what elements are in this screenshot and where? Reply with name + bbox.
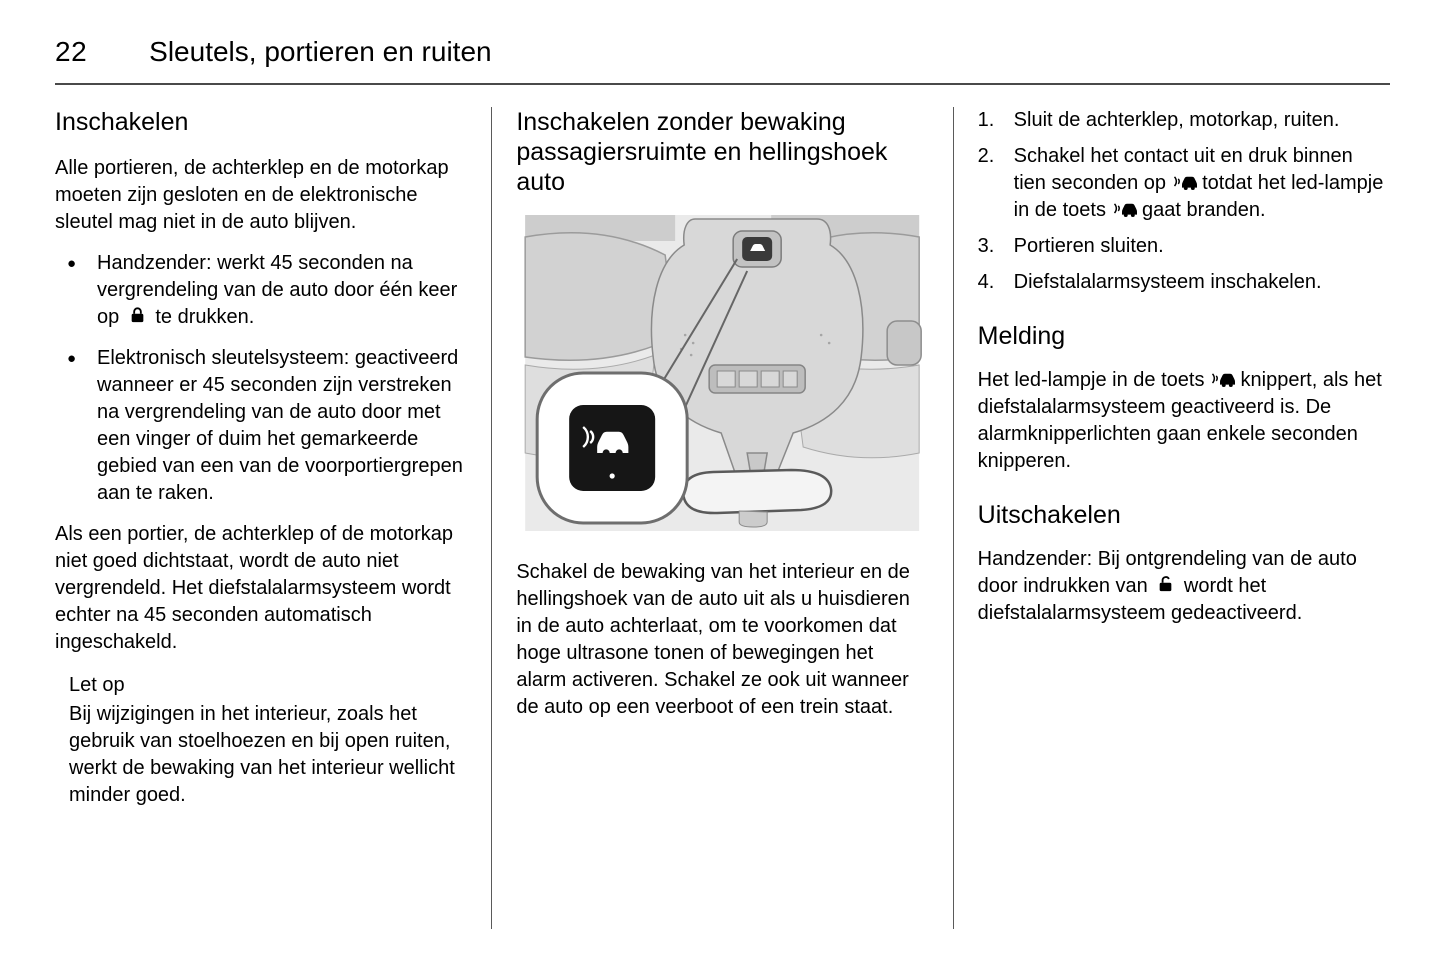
page-title: Sleutels, portieren en ruiten: [149, 36, 492, 67]
bullet-text: Handzender: werkt 45 seconden na vergrendeling van de auto door één keer op te drukken.: [97, 252, 458, 328]
column-left: [55, 107, 467, 929]
numbered-step: [978, 107, 1390, 134]
bullet-icon: ●: [67, 255, 77, 272]
step-number: 1.: [977, 109, 995, 131]
paragraph: Handzender: Bij ontgrendeling van de auto door indrukken van wordt het diefstalalarmsysteem gedeactiveerd.: [977, 548, 1357, 624]
step-number: 3.: [977, 235, 995, 257]
overhead-console-figure: [516, 215, 928, 531]
bullet-text: Elektronisch sleutelsysteem: geactiveerd wanneer er 45 seconden zijn verstreken na vergrendeling van de auto door met een vinger of duim het gemarkeerde gebied van een van de voorportiergrepen aan te raken.: [97, 347, 463, 504]
step-text: Schakel het contact uit en druk binnen tien seconden op totdat het led-lampje in de toets gaat branden.: [1013, 145, 1384, 221]
note-body: Bij wijzigingen in het interieur, zoals het gebruik van stoelhoezen en bij open ruiten, werkt de bewaking van het interieur wellicht minder goed.: [69, 703, 455, 806]
note-block: [69, 672, 467, 809]
list-item: [55, 250, 467, 331]
section-heading-melding: Melding: [977, 322, 1066, 350]
car-alarm-icon: [1112, 198, 1137, 218]
step-number: 4.: [977, 271, 995, 293]
numbered-step: [978, 143, 1390, 224]
lock-icon: [125, 305, 150, 325]
car-alarm-icon: [1172, 171, 1197, 191]
header-rule: [55, 83, 1390, 85]
numbered-step: [978, 233, 1390, 260]
page-number: 22: [55, 36, 88, 67]
note-title: Let op: [69, 674, 125, 696]
column-middle: [516, 107, 928, 929]
page-header: [55, 36, 1390, 68]
car-alarm-icon: [1210, 368, 1235, 388]
unlock-icon: [1153, 574, 1178, 594]
numbered-step: [978, 269, 1390, 296]
column-divider: [491, 107, 492, 929]
list-item: [55, 345, 467, 507]
section-heading-inschakelen: Inschakelen: [55, 108, 189, 136]
step-text: Sluit de achterklep, motorkap, ruiten.: [1013, 109, 1340, 131]
console-illustration: [516, 215, 928, 531]
column-right: [978, 107, 1390, 929]
paragraph: Het led-lampje in de toets knippert, als het diefstalalarmsysteem geactiveerd is. De alarmknipperlichten gaan enkele seconden knipperen.: [977, 369, 1382, 472]
section-heading-inschakelen-zonder-bewaking: Inschakelen zonder bewaking passagiersruimte en hellingshoek auto: [516, 108, 888, 196]
step-number: 2.: [977, 145, 995, 167]
step-text: Portieren sluiten.: [1013, 235, 1164, 257]
three-column-layout: [55, 107, 1390, 929]
section-heading-uitschakelen: Uitschakelen: [977, 501, 1121, 529]
column-divider: [953, 107, 954, 929]
paragraph: Als een portier, de achterklep of de motorkap niet goed dichtstaat, wordt de auto niet vergrendeld. Het diefstalalarmsysteem wordt echter na 45 seconden automatisch ingeschakeld.: [55, 523, 454, 653]
paragraph: Alle portieren, de achterklep en de motorkap moeten zijn gesloten en de elektronische sleutel mag niet in de auto blijven.: [55, 157, 449, 233]
step-text: Diefstalalarmsysteem inschakelen.: [1013, 271, 1322, 293]
paragraph: Schakel de bewaking van het interieur en de hellingshoek van de auto uit als u huisdieren in de auto achterlaat, om te voorkomen dat hoge ultrasone tonen of bewegingen het alarm activeren. Schakel ze ook uit wanneer de auto op een veerboot of een trein staat.: [516, 561, 910, 718]
bullet-icon: ●: [67, 350, 77, 367]
